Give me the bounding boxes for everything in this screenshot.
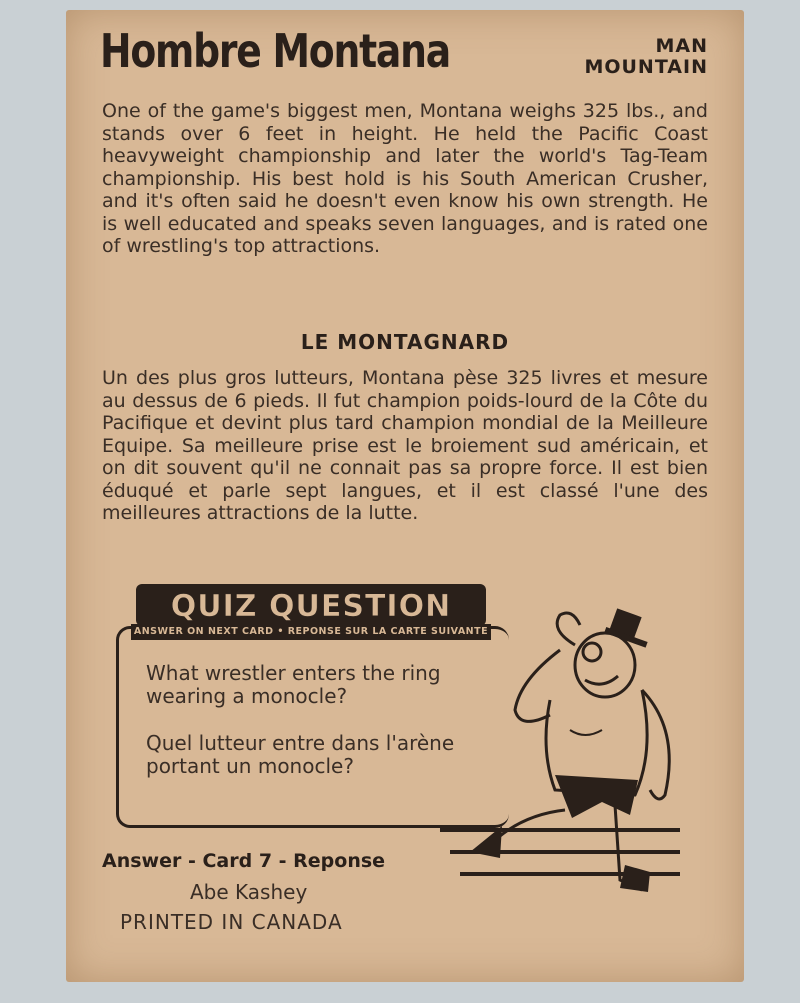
answer-name: Abe Kashey bbox=[190, 880, 308, 904]
quiz-question-english: What wrestler enters the ring wearing a monocle? bbox=[146, 661, 441, 708]
bio-english: One of the game's biggest men, Montana weighs 325 lbs., and stands over 6 feet in height. He held the Pacific Coast heavyweight championship and later the world's Tag-Team championship. His best hold is his South American Crusher, and it's often said he doesn't even know his own strength. He is well educated and speaks seven languages, and is rated one of wrestling's top attractions. bbox=[102, 100, 708, 257]
french-heading: LE MONTAGNARD bbox=[300, 330, 510, 354]
nickname bbox=[584, 36, 708, 78]
printed-in-canada: PRINTED IN CANADA bbox=[120, 910, 343, 934]
wrestler-name-title: Hombre Montana bbox=[100, 24, 450, 78]
quiz-logo-text: QUIZ QUESTION bbox=[170, 589, 452, 624]
quiz-question-french: Quel lutteur entre dans l'arène portant un monocle? bbox=[146, 731, 455, 778]
bio-french: Un des plus gros lutteurs, Montana pèse 325 livres et mesure au dessus de 6 pieds. Il fut champion poids-lourd de la Côte du Pacifique et devint plus tard champion mondial de la Meilleure Equipe. Sa meilleure prise est le broiement sud américain, et on dit souvent qu'il ne connait pas sa propre force. Il est bien éduqué et parle sept langues, et il est classé l'une des meilleures attractions de la lutte. bbox=[102, 367, 708, 524]
quiz-subtitle: ANSWER ON NEXT CARD • REPONSE SUR LA CARTE SUIVANTE bbox=[131, 624, 491, 640]
wrestler-cartoon-illustration bbox=[380, 590, 680, 910]
nickname-line-2: MOUNTAIN bbox=[584, 56, 708, 78]
answer-label: Answer - Card 7 - Reponse bbox=[102, 850, 386, 872]
nickname-line-1: MAN bbox=[655, 35, 708, 57]
